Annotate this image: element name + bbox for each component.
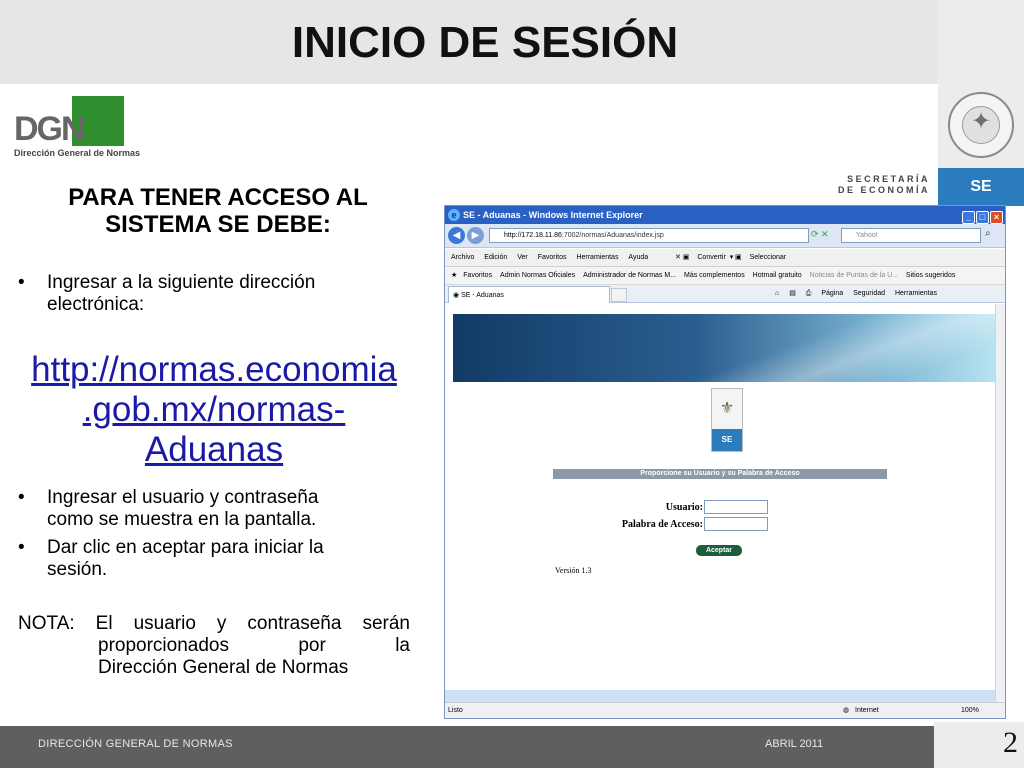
favorites-button[interactable]: Favoritos: [463, 272, 493, 279]
bullet-line: sesión.: [47, 559, 108, 580]
window-controls: [961, 208, 1003, 222]
dgn-caption: Dirección General de Normas: [14, 148, 141, 158]
address-path: :7002/normas/Aduanas/index.jsp: [561, 232, 664, 239]
menu-edicion[interactable]: Edición: [484, 254, 508, 261]
globe-icon: ◍: [843, 707, 850, 714]
url-line1[interactable]: http://normas.economia: [31, 350, 397, 389]
eagle-icon: ✦: [970, 108, 992, 135]
slide-title: INICIO DE SESIÓN: [291, 18, 679, 67]
dgn-logo: [14, 96, 141, 160]
command-seguridad[interactable]: Seguridad: [853, 290, 885, 297]
star-icon[interactable]: ★: [451, 272, 458, 279]
se-badge: SE: [938, 168, 1024, 206]
home-icon[interactable]: ⌂: [775, 290, 780, 297]
horizontal-scrollbar[interactable]: [445, 690, 995, 702]
address-toolbar: [445, 224, 1005, 248]
zoom-level[interactable]: 100%: [961, 707, 979, 714]
heading-line2: SISTEMA SE DEBE:: [105, 211, 331, 238]
page-number: 2: [1003, 726, 1018, 759]
bullet-line: como se muestra en la pantalla.: [47, 509, 317, 530]
feeds-icon[interactable]: ▤: [789, 290, 796, 297]
secretaria-line1: SECRETARÍA: [847, 174, 930, 184]
back-icon[interactable]: ◀: [448, 227, 465, 244]
favorite-link[interactable]: Más complementos: [684, 272, 745, 279]
menu-bar: [445, 249, 1005, 267]
address-host: http://172.18.11.86: [504, 232, 562, 239]
search-input[interactable]: Yahoo!: [841, 228, 981, 243]
select-button[interactable]: ▣ Seleccionar: [735, 254, 787, 261]
address-input[interactable]: [489, 228, 809, 243]
se-logo: [711, 388, 743, 452]
favorite-link[interactable]: Hotmail gratuito: [752, 272, 802, 279]
section-heading: [18, 184, 418, 238]
menu-favoritos[interactable]: Favoritos: [537, 254, 567, 261]
password-label: Palabra de Acceso:: [621, 519, 703, 530]
favorite-link[interactable]: Sitios sugeridos: [905, 272, 956, 279]
header-banner: [453, 314, 995, 382]
bullet-text: [47, 272, 397, 316]
status-bar: [445, 702, 1005, 718]
note-text: [18, 613, 410, 679]
new-tab-button[interactable]: [611, 288, 627, 302]
login-header: Proporcione su Usuario y su Palabra de Acceso: [553, 469, 887, 479]
print-icon[interactable]: ⎙: [805, 290, 812, 297]
status-zone: Internet: [855, 707, 879, 714]
user-label: Usuario:: [665, 502, 703, 513]
refresh-icon[interactable]: ⟳ ✕: [811, 229, 829, 239]
tab-se-aduanas[interactable]: [448, 286, 610, 303]
browser-title-bar: [445, 206, 1005, 224]
bullet-text: [47, 487, 397, 531]
command-bar: [775, 285, 945, 303]
bullet-text: [47, 537, 397, 581]
bullet-dot: •: [18, 537, 25, 558]
footer-date: ABRIL 2011: [765, 738, 824, 750]
page-content: [445, 304, 1005, 702]
convert-label: Convertir: [697, 254, 726, 261]
heading-line1: PARA TENER ACCESO AL: [68, 184, 368, 211]
shield-icon: ⚜: [712, 389, 742, 429]
favorites-bar: [445, 267, 1005, 285]
url-link[interactable]: [14, 350, 414, 470]
convert-button[interactable]: ✕ ▣ Convertir ▾: [675, 254, 734, 261]
favorite-link[interactable]: Admin Normas Oficiales: [500, 272, 576, 279]
menu-herramientas[interactable]: Herramientas: [576, 254, 619, 261]
dgn-letters: DGN: [14, 110, 84, 148]
banner-swoosh: [673, 314, 995, 382]
page-icon: ◉: [453, 292, 462, 299]
menu-ver[interactable]: Ver: [517, 254, 528, 261]
tab-bar: [445, 285, 1005, 303]
window-title: SE - Aduanas - Windows Internet Explorer: [463, 210, 643, 220]
url-line2[interactable]: .gob.mx/normas-: [82, 390, 346, 429]
password-input[interactable]: [704, 517, 768, 531]
note-line3: Dirección General de Normas: [98, 657, 349, 678]
select-label: Seleccionar: [749, 254, 787, 261]
url-line3[interactable]: Aduanas: [144, 430, 284, 469]
command-herramientas[interactable]: Herramientas: [894, 290, 937, 297]
status-text: Listo: [448, 707, 463, 714]
bullet-line: Ingresar a la siguiente dirección: [47, 272, 316, 293]
ie-logo-icon: e: [448, 209, 460, 221]
favorite-link[interactable]: Noticias de Puntas de la U...: [809, 272, 898, 279]
bullet-line: Dar clic en aceptar para iniciar la: [47, 537, 324, 558]
minimize-icon[interactable]: _: [962, 211, 975, 224]
version-label: Versión 1.3: [555, 566, 592, 575]
seal-icon: [948, 92, 1014, 158]
bullet-line: Ingresar el usuario y contraseña: [47, 487, 319, 508]
user-input[interactable]: [704, 500, 768, 514]
search-icon[interactable]: ⌕: [985, 228, 991, 239]
note-line2: proporcionados por la: [98, 635, 410, 656]
command-pagina[interactable]: Página: [821, 290, 844, 297]
secretaria-label: [838, 174, 930, 196]
menu-archivo[interactable]: Archivo: [451, 254, 475, 261]
tab-label: SE - Aduanas: [461, 292, 504, 299]
note-line1: NOTA: El usuario y contraseña serán: [18, 613, 410, 634]
browser-screenshot: [444, 205, 1006, 719]
secretaria-line2: DE ECONOMÍA: [838, 185, 931, 195]
se-logo-label: SE: [712, 429, 742, 451]
favorite-link[interactable]: Administrador de Normas M...: [583, 272, 677, 279]
bullet-dot: •: [18, 272, 25, 293]
maximize-icon[interactable]: □: [976, 211, 989, 224]
vertical-scrollbar[interactable]: [995, 304, 1005, 702]
accept-button[interactable]: Aceptar: [696, 545, 742, 556]
footer-organization: DIRECCIÓN GENERAL DE NORMAS: [38, 738, 233, 750]
forward-icon[interactable]: ▶: [467, 227, 484, 244]
footer-bar: [0, 726, 1024, 768]
menu-ayuda[interactable]: Ayuda: [628, 254, 649, 261]
bullet-line: electrónica:: [47, 294, 145, 315]
close-icon[interactable]: ×: [990, 211, 1003, 224]
bullet-dot: •: [18, 487, 25, 508]
